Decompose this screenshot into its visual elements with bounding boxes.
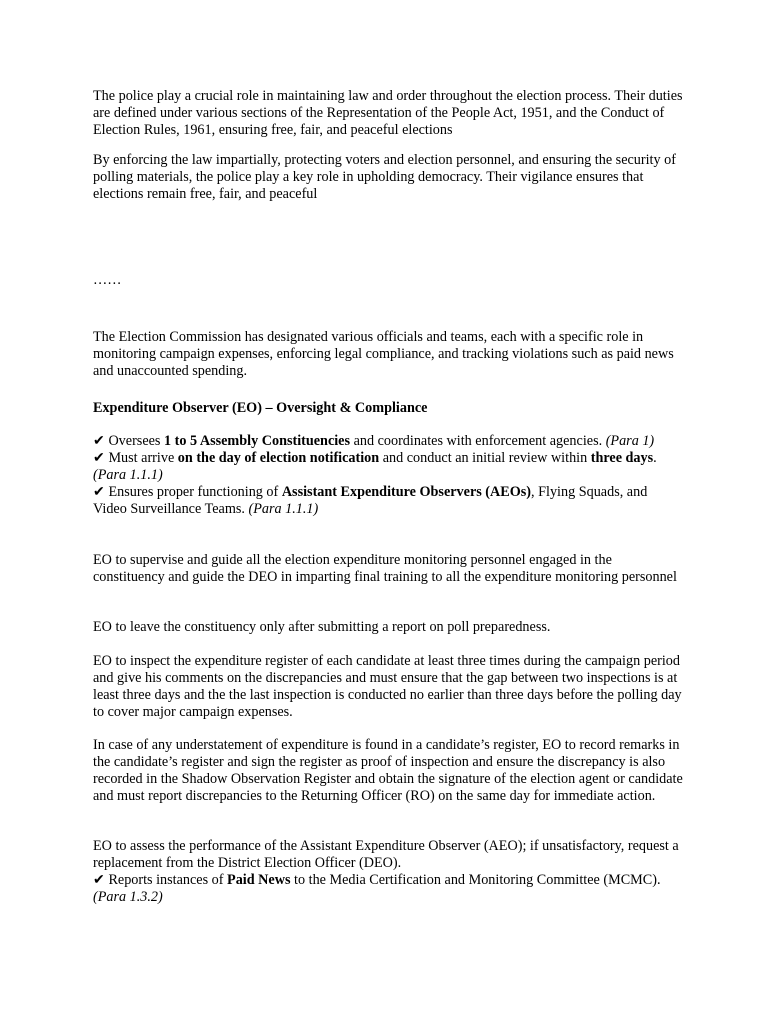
bullet-text: Reports instances of [108,872,228,888]
bullet-item-constituencies [93,433,683,450]
paragraph-supervise-personnel: EO to supervise and guide all the election expenditure monitoring personnel engaged in the constituency and guide the DEO in imparting final training to all the expenditure monitoring personnel [93,552,677,585]
bullet-emphasis: on the day of election notification [177,450,380,466]
heading-text: Expenditure Observer (EO) – Oversight & Compliance [93,400,428,416]
bullet-item-paid-news [93,872,683,906]
assess-aeo-text: EO to assess the performance of the Assistant Expenditure Observer (AEO); if unsatisfactory, request a replacement from the District Election Officer (DEO). [93,838,679,871]
para-reference: (Para 1.3.2) [93,889,163,905]
section-heading-expenditure-observer [93,400,683,417]
bullet-item-arrival [93,450,683,484]
ellipsis-separator: …… [93,272,122,288]
check-icon: ✔ [93,433,109,449]
bullet-emphasis: Assistant Expenditure Observers (AEOs) [281,484,532,500]
bullet-text: to the Media Certification and Monitoring Committee (MCMC). [290,872,661,888]
bullet-item-aeo-functioning [93,484,683,518]
paragraph-inspect-register: EO to inspect the expenditure register of each candidate at least three times during the campaign period and give his comments on the discrepancies and must ensure that the gap between two inspections is at least three days and the the last inspection is conducted no earlier than three days before the polling day to cover major campaign expenses. [93,653,682,720]
check-icon: ✔ [93,484,109,500]
bullet-text: Ensures proper functioning of [108,484,282,500]
election-commission-paragraph: The Election Commission has designated various officials and teams, each with a specific role in monitoring campaign expenses, enforcing legal compliance, and tracking violations such as paid news and unaccounted spending. [93,329,674,379]
bullet-emphasis: Paid News [227,872,291,888]
paragraph-assess-aeo [93,838,683,906]
intro-paragraph-police-role: The police play a crucial role in maintaining law and order throughout the election process. Their duties are defined under various sections of the Representation of the People Act, 1951, and the Conduct of Election Rules, 1961, ensuring free, fair, and peaceful elections [93,88,683,138]
bullet-text: and conduct an initial review within [379,450,591,466]
intro-paragraph-democracy: By enforcing the law impartially, protecting voters and election personnel, and ensuring the security of polling materials, the police play a key role in upholding democracy. Their vigilance ensures that elections remain free, fair, and peaceful [93,152,676,202]
bullet-text: , Flying Squads, and Video Surveillance Teams. [93,484,648,517]
bullet-text: Must arrive [108,450,178,466]
paragraph-leave-constituency: EO to leave the constituency only after submitting a report on poll preparedness. [93,619,551,635]
bullet-text: Oversees [108,433,164,449]
bullet-emphasis: three days [590,450,654,466]
bullet-list-eo-duties [93,433,683,518]
check-icon: ✔ [93,872,109,888]
para-reference: (Para 1) [605,433,655,449]
check-icon: ✔ [93,450,109,466]
bullet-emphasis: 1 to 5 Assembly Constituencies [163,433,351,449]
paragraph-understatement: In case of any understatement of expenditure is found in a candidate’s register, EO to record remarks in the candidate’s register and sign the register as proof of inspection and ensure the discrepancy is also recorded in the Shadow Observation Register and obtain the signature of the election agent or candidate and must report discrepancies to the Returning Officer (RO) on the same day for immediate action. [93,737,683,804]
bullet-text: . [653,450,657,466]
para-reference: (Para 1.1.1) [248,501,319,517]
para-reference: (Para 1.1.1) [93,467,163,483]
bullet-text: and coordinates with enforcement agencies. [350,433,606,449]
